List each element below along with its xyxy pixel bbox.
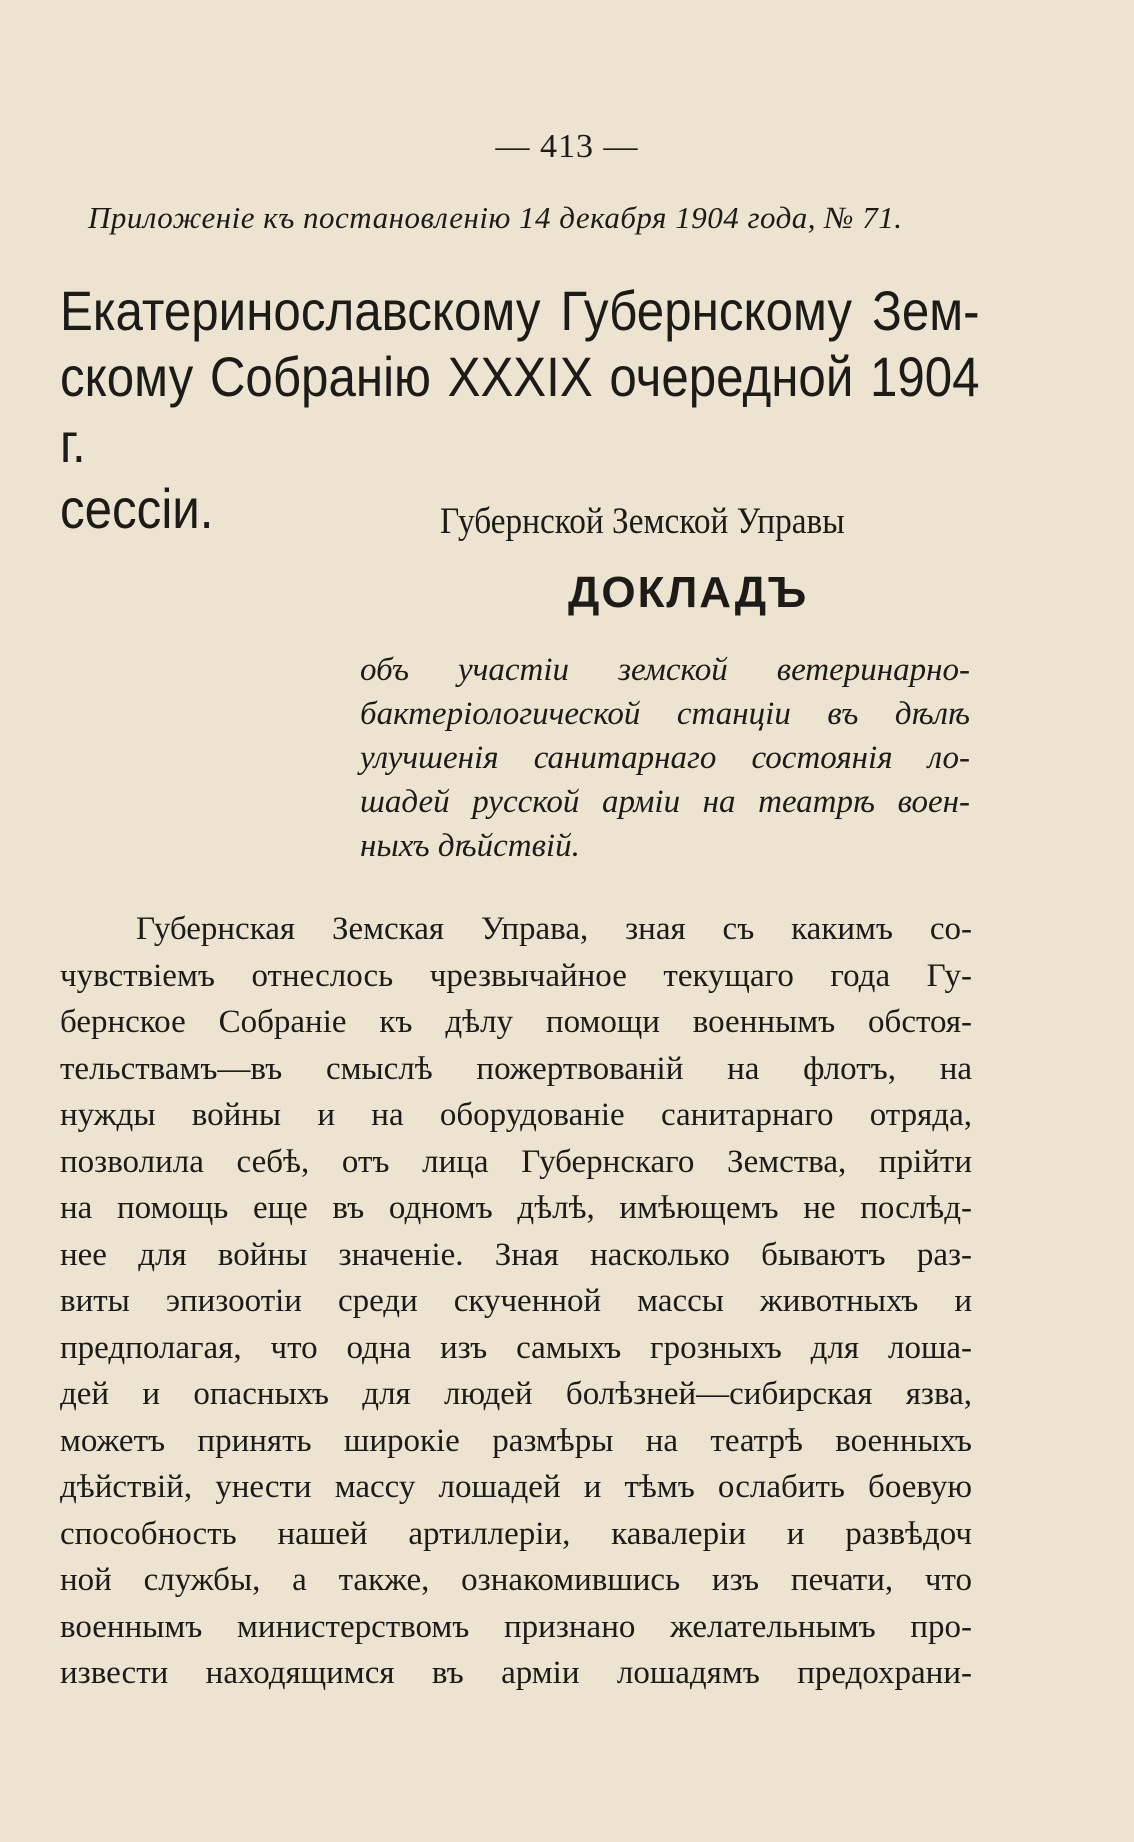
body-text [60, 906, 972, 1697]
body-line: бернское Собраніе къ дѣлу помощи военнымъ обстоя- [60, 1004, 972, 1040]
subject-line: бактеріологической станціи въ дѣлѣ [360, 696, 970, 732]
report-heading: ДОКЛАДЪ [568, 568, 809, 617]
title-line: скому Собранію XXXIX очередной 1904 г. [60, 345, 980, 474]
subject-line: улучшенія санитарнаго состоянія ло- [360, 740, 970, 776]
body-line: дей и опасныхъ для людей болѣзней—сибирская язва, [60, 1376, 972, 1412]
title-line: Екатеринославскому Губернскому Зем- [60, 279, 980, 342]
body-line: нужды войны и на оборудованіе санитарнаго отряда, [60, 1097, 972, 1133]
subject-line: шадей русской арміи на театрѣ воен- [360, 784, 970, 820]
report-subject [360, 648, 970, 868]
body-line: тельствамъ—въ смыслѣ пожертвованій на флотъ, на [60, 1050, 972, 1087]
body-line: можетъ принять широкіе размѣры на театрѣ военныхъ [60, 1422, 972, 1459]
body-line: нее для войны значеніе. Зная насколько бываютъ раз- [60, 1236, 972, 1273]
appendix-note: Приложеніе къ постановленію 14 декабря 1904 года, № 71. [88, 200, 903, 235]
body-line: Губернская Земская Управа, зная съ какимъ со- [136, 911, 972, 947]
body-line: извести находящимся въ арміи лошадямъ предохрани- [60, 1655, 972, 1691]
body-line: дѣйствій, унести массу лошадей и тѣмъ ослабить боевую [60, 1469, 972, 1505]
subject-line: ныхъ дѣйствій. [360, 828, 580, 864]
body-line: виты эпизоотіи среди скученной массы животныхъ и [60, 1283, 972, 1319]
subject-line: объ участіи земской ветеринарно- [360, 652, 970, 688]
body-line: на помощь еще въ одномъ дѣлѣ, имѣющемъ не послѣд- [60, 1190, 972, 1226]
body-line: способность нашей артиллеріи, кавалеріи и развѣдоч [60, 1515, 972, 1552]
body-line: предполагая, что одна изъ самыхъ грозныхъ для лоша- [60, 1329, 972, 1366]
page-number: — 413 — [495, 128, 639, 165]
body-line: военнымъ министерствомъ признано желательнымъ про- [60, 1608, 972, 1645]
board-line: Губернской Земской Управы [440, 501, 845, 542]
body-line: чувствіемъ отнеслось чрезвычайное текущаго года Гу- [60, 957, 972, 994]
body-line: позволила себѣ, отъ лица Губернскаго Земства, прійти [60, 1143, 972, 1180]
title-line: сессіи. [60, 477, 214, 540]
body-line: ной службы, а также, ознакомившись изъ печати, что [60, 1562, 972, 1598]
